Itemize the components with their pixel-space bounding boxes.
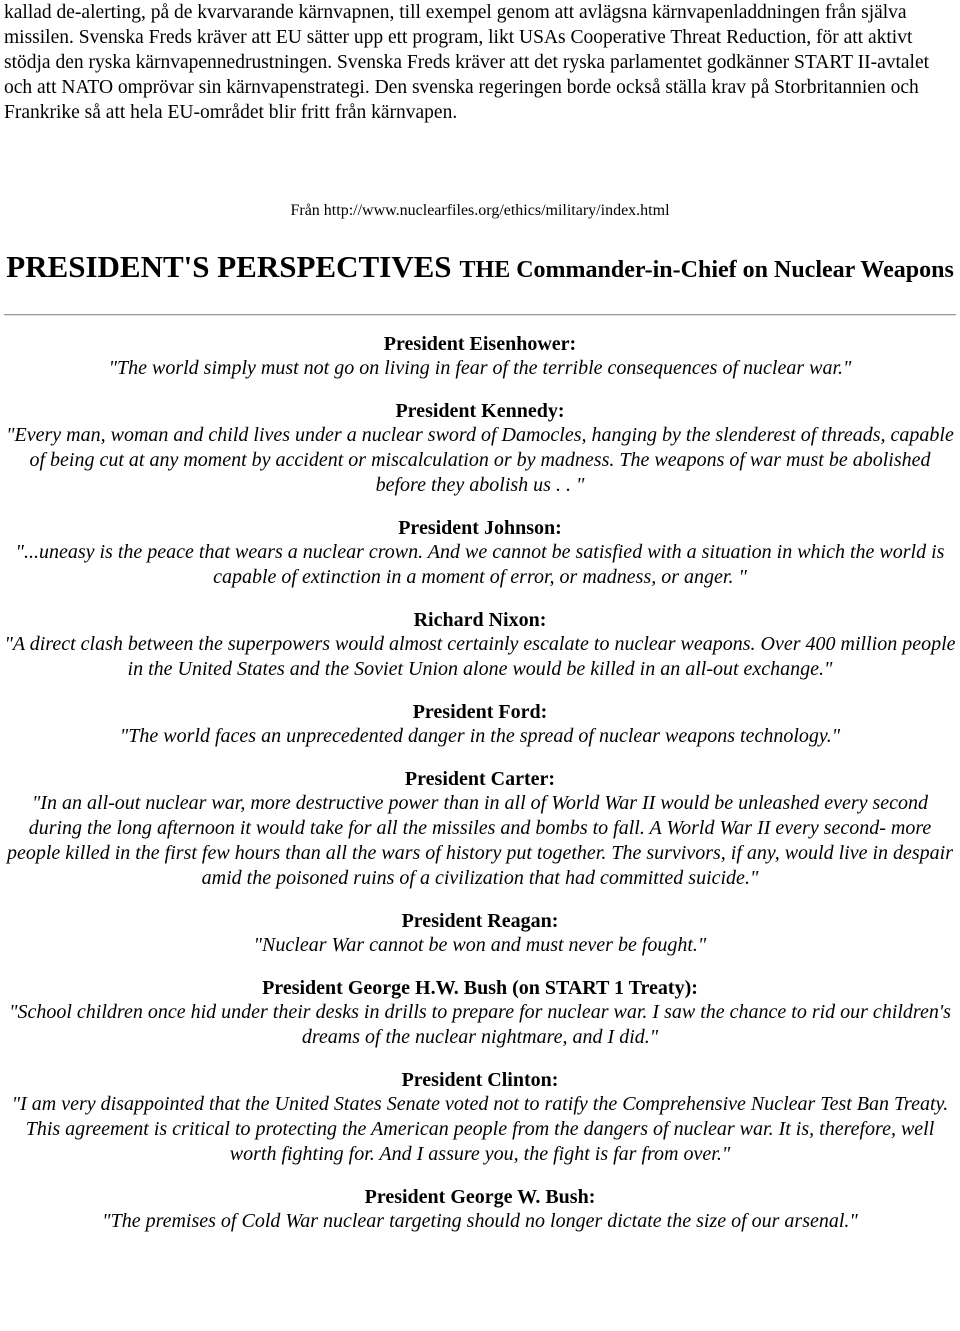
quote-speaker: President George H.W. Bush (on START 1 Treaty):	[262, 977, 698, 999]
quote-list	[4, 332, 956, 1234]
quote-nixon	[4, 608, 956, 682]
quote-clinton	[4, 1068, 956, 1167]
quote-text: "A direct clash between the superpowers would almost certainly escalate to nuclear weapons. Over 400 million people in the United States and the Soviet Union alone would be killed in an all-out exchange."	[4, 633, 956, 680]
page-heading	[4, 249, 956, 287]
quote-text: "The premises of Cold War nuclear targeting should no longer dictate the size of our arsenal."	[102, 1210, 858, 1232]
quote-bush-sr	[4, 976, 956, 1050]
quote-speaker: President Kennedy:	[395, 400, 565, 422]
quote-text: "School children once hid under their desks in drills to prepare for nuclear war. I saw the chance to rid our children's dreams of the nuclear nightmare, and I did."	[9, 1001, 951, 1048]
quote-speaker: President Eisenhower:	[383, 333, 577, 355]
quote-speaker: President Reagan:	[401, 910, 559, 932]
quote-speaker: Richard Nixon:	[413, 609, 547, 631]
quote-speaker: President George W. Bush:	[364, 1186, 596, 1208]
quote-text: "The world simply must not go on living in fear of the terrible consequences of nuclear war."	[108, 357, 852, 379]
quote-reagan	[4, 909, 956, 958]
quote-speaker: President Ford:	[412, 701, 548, 723]
quote-kennedy	[4, 399, 956, 498]
quote-bush-jr	[4, 1185, 956, 1234]
quote-text: "In an all-out nuclear war, more destructive power than in all of World War II would be unleashed every second during the long afternoon it would take for all the missiles and bombs to fall. A World War II every second- more people killed in the first few hours than all the wars of history put together. The survivors, if any, would live in despair amid the poisoned ruins of a civilization that had committed suicide."	[6, 792, 954, 889]
quote-speaker: President Carter:	[404, 768, 556, 790]
quote-ford	[4, 700, 956, 749]
quote-text: "Nuclear War cannot be won and must never be fought."	[253, 934, 707, 956]
section-divider	[4, 314, 956, 316]
quote-speaker: President Johnson:	[398, 517, 562, 539]
quote-eisenhower	[4, 332, 956, 381]
quote-johnson	[4, 516, 956, 590]
intro-paragraph: kallad de-alerting, på de kvarvarande kärnvapnen, till exempel genom att avlägsna kärnvapenladdningen från själva missilen. Svenska Freds kräver att EU sätter upp ett program, likt USAs Cooperative Threat Reduction, för att aktivt stödja den ryska kärnvapennedrustningen. Svenska Freds kräver att det ryska parlamentet godkänner START II-avtalet och att NATO omprövar sin kärnvapenstrategi. Den svenska regeringen borde också ställa krav på Storbritannien och Frankrike så att hela EU-området blir fritt från kärnvapen.	[4, 2, 930, 123]
source-line: Från http://www.nuclearfiles.org/ethics/military/index.html	[290, 202, 670, 219]
quote-text: "Every man, woman and child lives under a nuclear sword of Damocles, hanging by the slenderest of threads, capable of being cut at any moment by accident or miscalculation or by madness. The weapons of war must be abolished before they abolish us . . "	[6, 424, 954, 496]
heading-sub: THE Commander-in-Chief on Nuclear Weapons	[459, 257, 954, 283]
quote-text: "I am very disappointed that the United States Senate voted not to ratify the Comprehensive Nuclear Test Ban Treaty. This agreement is critical to protecting the American people from the dangers of nuclear war. It is, therefore, well worth fighting for. And I assure you, the fight is far from over."	[11, 1093, 949, 1165]
heading-main: PRESIDENT'S PERSPECTIVES	[6, 249, 452, 284]
quote-text: "The world faces an unprecedented danger in the spread of nuclear weapons technology."	[119, 725, 841, 747]
quote-text: "...uneasy is the peace that wears a nuclear crown. And we cannot be satisfied with a situation in which the world is capable of extinction in a moment of error, or madness, or anger. "	[15, 541, 945, 588]
quote-speaker: President Clinton:	[401, 1069, 559, 1091]
quote-carter	[4, 767, 956, 891]
